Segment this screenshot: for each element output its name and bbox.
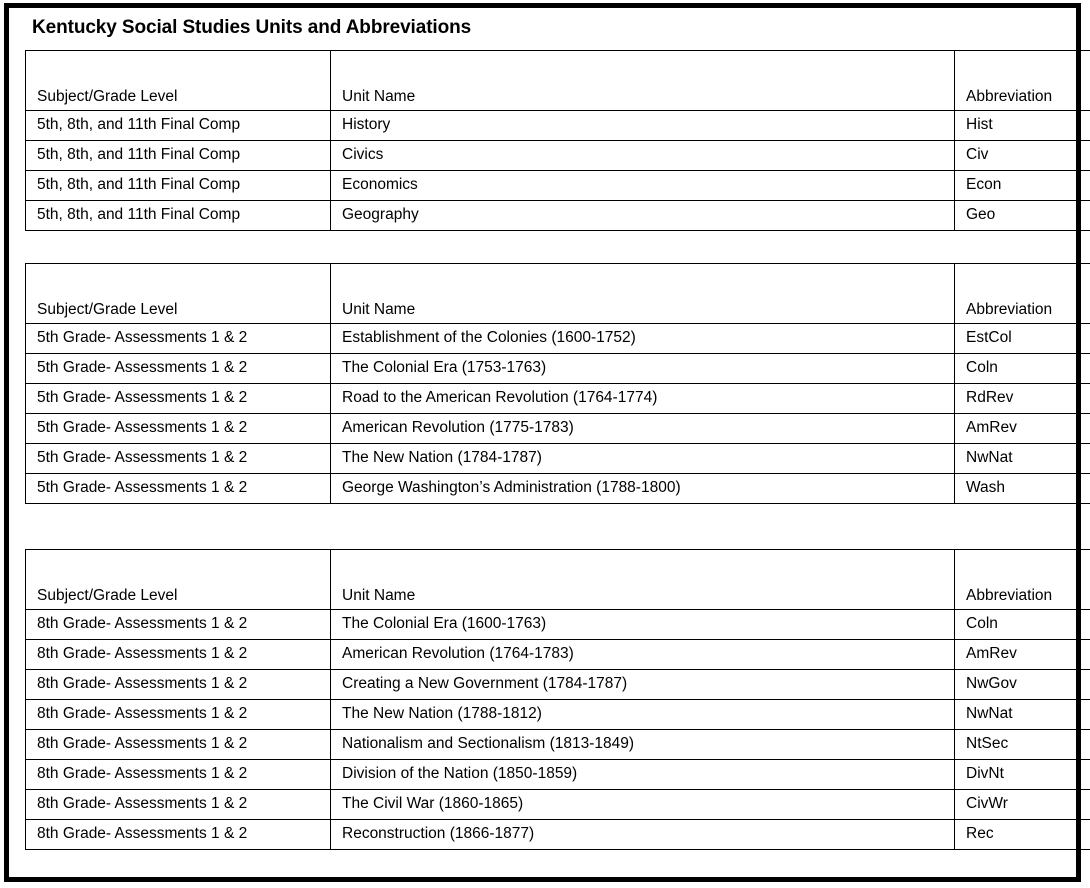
- cell-unit-name: The Colonial Era (1753-1763): [331, 354, 955, 384]
- table-header-row: [26, 264, 1090, 324]
- cell-abbreviation: EstCol: [955, 324, 1090, 354]
- cell-subject-grade-level: 5th Grade- Assessments 1 & 2: [26, 324, 331, 354]
- cell-abbreviation: NtSec: [955, 730, 1090, 760]
- table-row: [26, 730, 1090, 760]
- table-row: [26, 670, 1090, 700]
- cell-subject-grade-level: 8th Grade- Assessments 1 & 2: [26, 610, 331, 640]
- cell-subject-grade-level: 5th Grade- Assessments 1 & 2: [26, 414, 331, 444]
- cell-abbreviation: DivNt: [955, 760, 1090, 790]
- cell-abbreviation: Geo: [955, 201, 1090, 231]
- cell-subject-grade-level: 8th Grade- Assessments 1 & 2: [26, 730, 331, 760]
- cell-unit-name: Economics: [331, 171, 955, 201]
- cell-subject-grade-level: 5th Grade- Assessments 1 & 2: [26, 384, 331, 414]
- table-row: [26, 324, 1090, 354]
- cell-unit-name: Reconstruction (1866-1877): [331, 820, 955, 850]
- cell-abbreviation: Coln: [955, 610, 1090, 640]
- cell-subject-grade-level: 5th Grade- Assessments 1 & 2: [26, 354, 331, 384]
- table-header-row: [26, 550, 1090, 610]
- table-row: [26, 354, 1090, 384]
- cell-unit-name: American Revolution (1775-1783): [331, 414, 955, 444]
- cell-unit-name: American Revolution (1764-1783): [331, 640, 955, 670]
- table-row: [26, 111, 1090, 141]
- cell-abbreviation: Rec: [955, 820, 1090, 850]
- column-header-abbreviation: Abbreviation: [955, 264, 1090, 324]
- cell-unit-name: History: [331, 111, 955, 141]
- table-row: [26, 141, 1090, 171]
- table-row: [26, 171, 1090, 201]
- table-row: [26, 790, 1090, 820]
- table-row: [26, 384, 1090, 414]
- cell-unit-name: Civics: [331, 141, 955, 171]
- table-row: [26, 474, 1090, 504]
- cell-abbreviation: RdRev: [955, 384, 1090, 414]
- cell-unit-name: Geography: [331, 201, 955, 231]
- cell-abbreviation: AmRev: [955, 414, 1090, 444]
- cell-unit-name: The New Nation (1784-1787): [331, 444, 955, 474]
- cell-subject-grade-level: 8th Grade- Assessments 1 & 2: [26, 670, 331, 700]
- column-header-subject: Subject/Grade Level: [26, 264, 331, 324]
- column-header-abbreviation: Abbreviation: [955, 51, 1090, 111]
- cell-abbreviation: Civ: [955, 141, 1090, 171]
- table-row: [26, 640, 1090, 670]
- cell-unit-name: Division of the Nation (1850-1859): [331, 760, 955, 790]
- cell-unit-name: The Colonial Era (1600-1763): [331, 610, 955, 640]
- column-header-unit-name: Unit Name: [331, 550, 955, 610]
- cell-abbreviation: NwNat: [955, 700, 1090, 730]
- cell-abbreviation: NwGov: [955, 670, 1090, 700]
- cell-subject-grade-level: 8th Grade- Assessments 1 & 2: [26, 760, 331, 790]
- cell-subject-grade-level: 5th Grade- Assessments 1 & 2: [26, 444, 331, 474]
- final-comp-units-table: [25, 50, 1090, 231]
- column-header-subject: Subject/Grade Level: [26, 550, 331, 610]
- cell-subject-grade-level: 8th Grade- Assessments 1 & 2: [26, 790, 331, 820]
- table-row: [26, 760, 1090, 790]
- cell-unit-name: Road to the American Revolution (1764-1774): [331, 384, 955, 414]
- grade-5-units-table: [25, 263, 1090, 504]
- cell-abbreviation: CivWr: [955, 790, 1090, 820]
- column-header-unit-name: Unit Name: [331, 264, 955, 324]
- cell-subject-grade-level: 5th, 8th, and 11th Final Comp: [26, 141, 331, 171]
- cell-abbreviation: Econ: [955, 171, 1090, 201]
- grade-8-units-table: [25, 549, 1090, 850]
- table-row: [26, 444, 1090, 474]
- cell-abbreviation: Wash: [955, 474, 1090, 504]
- cell-subject-grade-level: 5th, 8th, and 11th Final Comp: [26, 201, 331, 231]
- cell-unit-name: The Civil War (1860-1865): [331, 790, 955, 820]
- cell-abbreviation: Hist: [955, 111, 1090, 141]
- cell-subject-grade-level: 5th Grade- Assessments 1 & 2: [26, 474, 331, 504]
- page-title: Kentucky Social Studies Units and Abbreviations: [32, 17, 472, 38]
- cell-abbreviation: AmRev: [955, 640, 1090, 670]
- column-header-subject: Subject/Grade Level: [26, 51, 331, 111]
- cell-subject-grade-level: 8th Grade- Assessments 1 & 2: [26, 820, 331, 850]
- table-row: [26, 610, 1090, 640]
- cell-unit-name: George Washington’s Administration (1788-1800): [331, 474, 955, 504]
- cell-subject-grade-level: 8th Grade- Assessments 1 & 2: [26, 700, 331, 730]
- column-header-abbreviation: Abbreviation: [955, 550, 1090, 610]
- cell-unit-name: Nationalism and Sectionalism (1813-1849): [331, 730, 955, 760]
- document-page-frame: [4, 3, 1081, 882]
- cell-unit-name: The New Nation (1788-1812): [331, 700, 955, 730]
- table-row: [26, 700, 1090, 730]
- table-row: [26, 201, 1090, 231]
- table-header-row: [26, 51, 1090, 111]
- table-row: [26, 820, 1090, 850]
- cell-subject-grade-level: 5th, 8th, and 11th Final Comp: [26, 111, 331, 141]
- cell-subject-grade-level: 8th Grade- Assessments 1 & 2: [26, 640, 331, 670]
- cell-abbreviation: NwNat: [955, 444, 1090, 474]
- cell-subject-grade-level: 5th, 8th, and 11th Final Comp: [26, 171, 331, 201]
- table-row: [26, 414, 1090, 444]
- cell-abbreviation: Coln: [955, 354, 1090, 384]
- column-header-unit-name: Unit Name: [331, 51, 955, 111]
- cell-unit-name: Creating a New Government (1784-1787): [331, 670, 955, 700]
- cell-unit-name: Establishment of the Colonies (1600-1752): [331, 324, 955, 354]
